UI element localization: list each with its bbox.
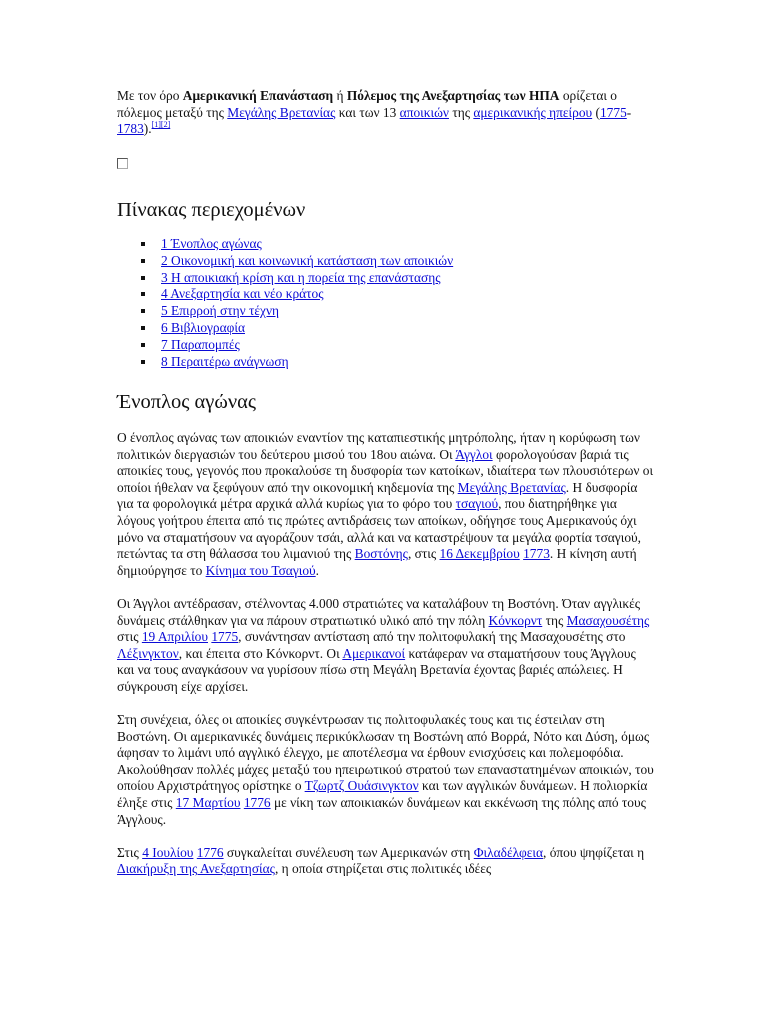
inline-link[interactable]: Βοστόνης [354,546,408,562]
text-run: κατάφεραν να σταματήσουν τους Άγγλους και να τους αναγκάσουν να γυρίσουν πίσω στη Μεγάλη Βρετανία έχοντας βαριές απώλειες. Η σύγκρουση είχε αρχίσει. [117,645,636,694]
text-run: , συνάντησαν αντίσταση από την πολιτοφυλακή της Μασαχουσέτης στο [238,629,626,645]
text-run: της [448,104,474,120]
text-run: ορίζεται ο πόλεμος μεταξύ της [117,88,618,120]
text-run: , η οποία στηρίζεται στις πολιτικές ιδέες [274,861,492,877]
toc-link[interactable]: 6 Βιβλιογραφία [161,319,245,335]
inline-link[interactable]: αποικιών [399,104,449,120]
inline-link[interactable]: 4 Ιουλίου [142,844,194,860]
image-placeholder-icon[interactable] [117,158,128,169]
inline-link[interactable]: 16 Δεκεμβρίου [439,546,520,562]
toc-item[interactable] [161,354,453,371]
body-paragraph [117,845,655,878]
text-run: , και έπειτα στο Κόνκορντ. Οι [178,645,343,661]
section-heading: Ένοπλος αγώνας [117,391,256,413]
inline-link[interactable]: Λέξινγκτον [117,645,179,661]
intro-paragraph [117,88,655,138]
toc-item[interactable] [161,303,453,320]
inline-link[interactable]: αμερικανικής ηπείρου [473,104,593,120]
inline-link[interactable]: Κόνκορντ [488,612,543,628]
toc-item[interactable] [161,320,453,337]
body-paragraph [117,712,655,828]
text-run: Οι Άγγλοι αντέδρασαν, στέλνοντας 4.000 στρατιώτες να καταλάβουν τη Βοστόνη. Όταν αγγλικές δυνάμεις στάλθηκαν για να πάρουν στρατιωτικό υλικό από την πόλη [117,595,641,628]
toc-link[interactable]: 5 Επιρροή στην τέχνη [161,303,280,319]
toc-link[interactable]: 3 Η αποικιακή κρίση και η πορεία της επανάστασης [161,269,441,285]
inline-link[interactable]: 1776 [196,844,224,860]
toc-link[interactable]: 1 Ένοπλος αγώνας [161,236,262,251]
inline-link[interactable]: Αμερικανοί [342,645,406,661]
body-paragraph [117,596,655,696]
text-run: . Η δυσφορία για τα φορολογικά μέτρα αρχικά αλλά κυρίως για το φόρο του [117,479,638,512]
text-run: . Η κίνηση αυτή δημιούργησε το [117,546,637,578]
section-body [117,430,655,895]
inline-link[interactable]: Μεγάλης Βρετανίας [227,104,336,120]
citation-superscript [152,120,171,129]
citation-link[interactable]: [1][2] [151,120,171,130]
toc-link[interactable]: 8 Περαιτέρω ανάγνωση [161,353,289,369]
text-run: , όπου ψηφίζεται η [543,844,645,860]
inline-link[interactable]: Άγγλοι [455,446,493,462]
text-run: Στη συνέχεια, όλες οι αποικίες συγκέντρωσαν τις πολιτοφυλακές τους και τις έστειλαν στη Βοστώνη. Οι αμερικανικές δυνάμεις περικύκλωσαν τη Βοστώνη από Βορρά, Νότο και Δύση, όμως άφησαν το λιμάνι υπό αγγλικό έλεγχο, με αποτέλεσμα να έρθουν ενισχύσεις και πολεμοφόδια. Ακολούθησαν πολλές μάχες μεταξύ του ηπειρωτικού στρατού των επαναστατημένων αποικιών, του οποίου Αρχιστράτηγος ορίστηκε ο [117,712,654,794]
inline-link[interactable]: 1783 [117,121,144,137]
inline-link[interactable]: Τζωρτζ Ουάσινγκτον [304,778,419,794]
toc-item[interactable] [161,236,453,253]
toc-title: Πίνακας περιεχομένων [117,199,306,221]
toc-item[interactable] [161,286,453,303]
inline-link[interactable]: Μασαχουσέτης [566,612,650,628]
text-run: . [315,562,320,578]
text-run: φορολογούσαν βαριά τις αποικίες τους, γεγονός που προκαλούσε τη δυσφορία των κατοίκων, ιδιαίτερα των πλουσιότερων οι οποίοι ήθελαν να ξεφύγουν από την οικονομική κηδεμονία της [117,446,654,495]
bold-term: Πόλεμος της Ανεξαρτησίας των ΗΠΑ [346,88,560,103]
text-run: ). [143,121,152,137]
toc-link[interactable]: 4 Ανεξαρτησία και νέο κράτος [161,286,324,302]
text-run: Στις [117,844,143,860]
toc-link[interactable]: 7 Παραπομπές [161,336,240,352]
inline-link[interactable]: 17 Μαρτίου [175,795,241,811]
text-run: ή [333,88,347,103]
inline-link[interactable]: Διακήρυξη της Ανεξαρτησίας [117,861,275,877]
text-run: συγκαλείται συνέλευση των Αμερικανών στη [223,844,474,860]
inline-link[interactable]: 1773 [523,546,550,562]
text-run: , στις [407,546,440,562]
text-run: και των 13 [335,104,400,120]
inline-link[interactable]: 19 Απριλίου [141,629,208,645]
inline-link[interactable]: 1775 [599,104,627,120]
inline-link[interactable]: Φιλαδέλφεια [473,844,544,860]
inline-link[interactable]: 1775 [211,629,239,645]
body-paragraph [117,430,655,579]
text-run: και των αγγλικών δυνάμεων. Η πολιορκία έληξε στις [117,778,648,811]
toc-item[interactable] [161,337,453,354]
text-run: στις [117,629,142,645]
text-run: Ο ένοπλος αγώνας των αποικιών εναντίον της καταπιεστικής μητρόπολης, ήταν η κορύφωση των πολιτικών διεργασιών του δεύτερου μισού του 18ου αιώνα. Οι [117,430,640,462]
toc-list [117,236,453,370]
text-run: με νίκη των αποικιακών δυνάμεων και εκκένωση της πόλης από τους Άγγλους. [117,795,646,827]
toc-link[interactable]: 2 Οικονομική και κοινωνική κατάσταση των αποικιών [161,252,454,268]
inline-link[interactable]: Μεγάλης Βρετανίας [457,479,566,495]
text-run: - [626,104,632,120]
text-run: ( [592,104,600,120]
bold-term: Αμερικανική Επανάσταση [182,88,334,103]
inline-link[interactable]: 1776 [243,795,271,811]
text-run: της [542,612,567,628]
toc-item[interactable] [161,253,453,270]
inline-link[interactable]: τσαγιού [455,496,499,512]
text-run: , που διατηρήθηκε για λόγους γοήτρου έπειτα από τις πρώτες αντιδράσεις των αποίκων, οδήγησε τους Αμερικανούς όχι μόνο να σταματήσουν να αγοράζουν τσάι, αλλά και να καταστρέψουν τα μεγάλα φορτία τσαγιού, πετώντας τα στη θάλασσα του λιμανιού της [117,496,641,562]
toc-item[interactable] [161,270,453,287]
text-run: Με τον όρο [117,88,183,103]
inline-link[interactable]: Κίνημα του Τσαγιού [205,562,316,578]
